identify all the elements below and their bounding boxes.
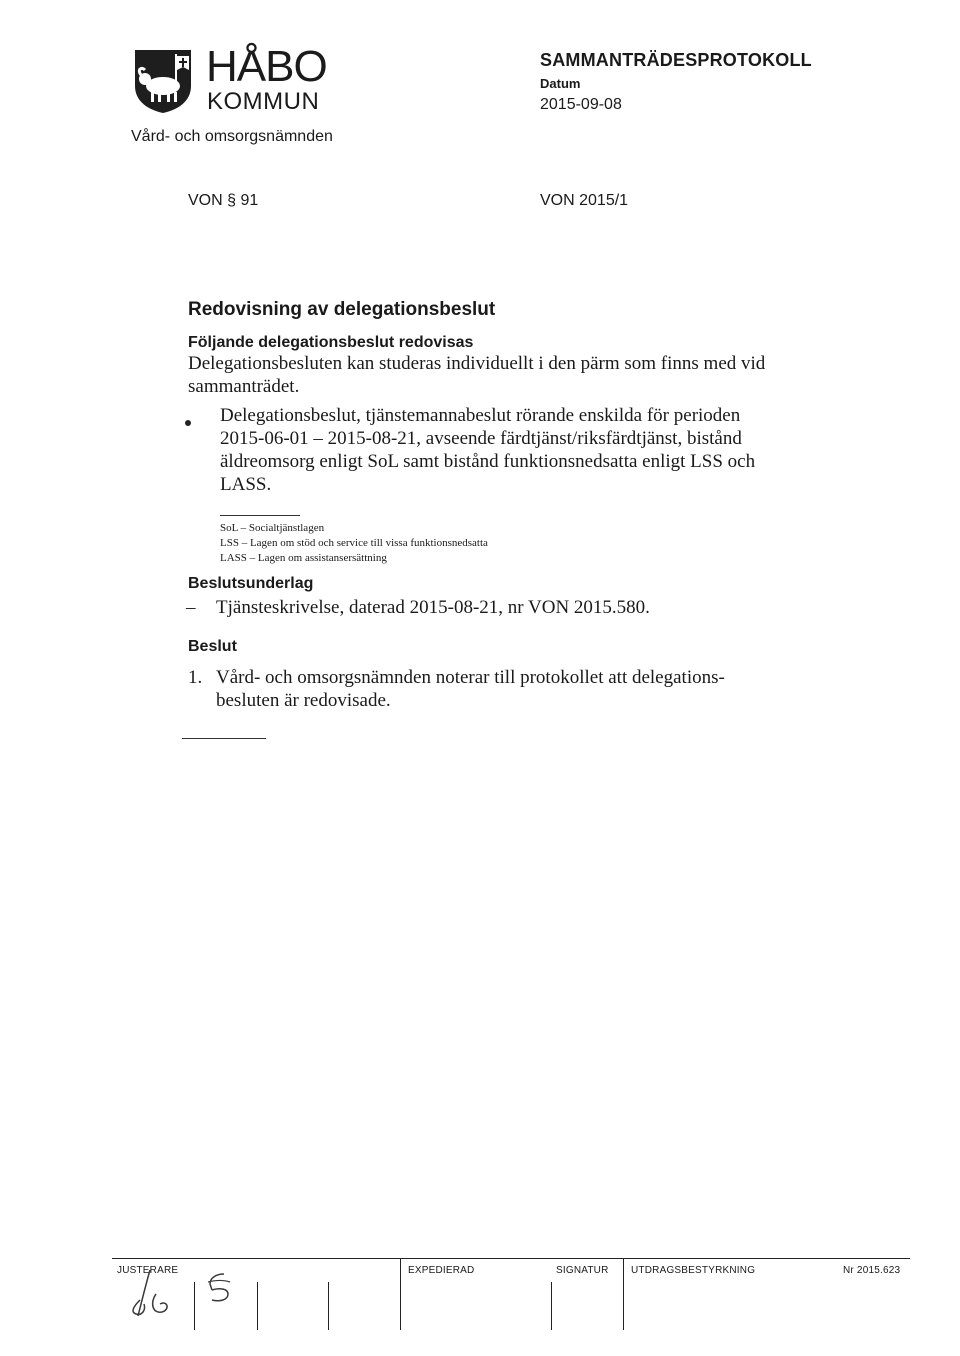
footer-divider xyxy=(112,1258,910,1259)
section-number: VON § 91 xyxy=(188,192,259,209)
end-divider xyxy=(182,738,266,739)
coat-of-arms-icon xyxy=(133,48,193,114)
brand-name: HÅBO xyxy=(206,42,327,91)
footer-label-justerare: JUSTERARE xyxy=(117,1265,179,1276)
basis-item: Tjänsteskrivelse, daterad 2015-08-21, nr VON 2015.580. xyxy=(216,597,650,618)
document-type: SAMMANTRÄDESPROTOKOLL xyxy=(540,50,812,70)
list-dash: – xyxy=(186,597,196,618)
date-value: 2015-09-08 xyxy=(540,96,622,113)
subtitle: Följande delegationsbeslut redovisas xyxy=(188,334,474,351)
basis-heading: Beslutsunderlag xyxy=(188,575,314,592)
footer-label-utdragsbestyrkning: UTDRAGSBESTYRKNING xyxy=(631,1265,756,1276)
brand-subtitle: KOMMUN xyxy=(207,88,320,115)
footnote: LASS – Lagen om assistansersättning xyxy=(220,552,387,564)
footer-label-expedierad: EXPEDIERAD xyxy=(408,1265,475,1276)
intro-paragraph: Delegationsbesluten kan studeras individuellt i den pärm som finns med vid sammanträdet. xyxy=(188,353,766,397)
handwritten-signature xyxy=(112,1270,272,1336)
decision-text: Vård- och omsorgsnämnden noterar till protokollet att delegations-besluten är redovisade. xyxy=(216,667,725,711)
footer-label-signatur: SIGNATUR xyxy=(556,1265,609,1276)
bullet-icon xyxy=(185,420,191,426)
protocol-number: Nr 2015.623 xyxy=(843,1265,901,1276)
footer-separator xyxy=(400,1258,401,1330)
decision-heading: Beslut xyxy=(188,638,237,655)
committee-name: Vård- och omsorgsnämnden xyxy=(131,128,333,145)
decision-number: 1. xyxy=(188,667,203,688)
bullet-item: Delegationsbeslut, tjänstemannabeslut rörande enskilda för perioden 2015-06-01 – 2015-08-21, avseende färdtjänst/riksfärdtjänst, bistånd äldreomsorg enligt SoL samt bistånd funktionsnedsatta enligt LSS och LASS. xyxy=(220,405,756,495)
footer-separator xyxy=(551,1282,552,1330)
footer-separator xyxy=(623,1258,624,1330)
footnote-divider xyxy=(220,515,300,516)
footer-separator xyxy=(328,1282,329,1330)
date-label: Datum xyxy=(540,76,581,91)
footnote: SoL – Socialtjänstlagen xyxy=(220,522,325,534)
footnote: LSS – Lagen om stöd och service till vissa funktionsnedsatta xyxy=(220,537,488,549)
page-title: Redovisning av delegationsbeslut xyxy=(188,299,496,320)
case-number: VON 2015/1 xyxy=(540,192,629,209)
